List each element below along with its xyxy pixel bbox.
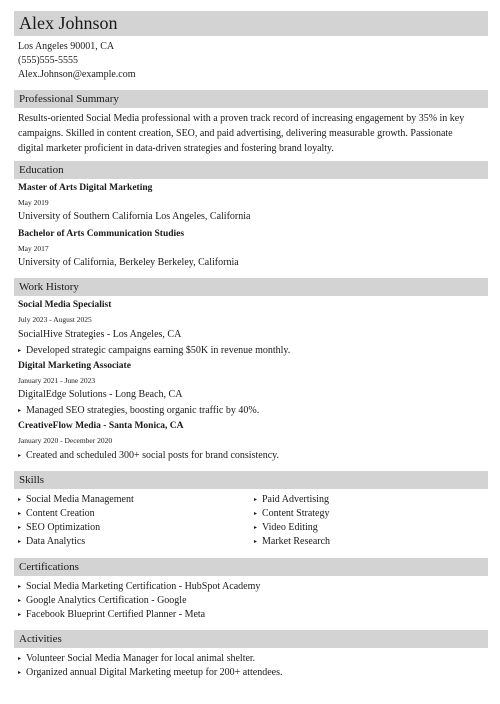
bullet-icon: ▸ xyxy=(18,539,22,545)
bullet-icon: ▸ xyxy=(18,497,22,503)
section-header-certifications: Certifications xyxy=(14,558,488,576)
skill-item: ▸ SEO Optimization xyxy=(18,522,101,533)
contact-location: Los Angeles 90001, CA xyxy=(18,41,115,52)
job-bullet: ▸ Created and scheduled 300+ social posts for brand consistency. xyxy=(18,450,279,461)
job-dates: July 2023 - August 2025 xyxy=(18,315,92,324)
contact-email: Alex.Johnson@example.com xyxy=(18,69,136,80)
summary-text: Results-oriented Social Media professional with a proven track record of increasing engagement by 35% in key campaigns. Skilled in content creation, SEO, and paid advertising, delivering measurable growth. Passionate digital marketer proficient in data-driven strategies and fostering brand loyalty. xyxy=(18,113,465,154)
bullet-icon: ▸ xyxy=(254,511,258,517)
education-school: University of Southern California Los Angeles, California xyxy=(18,211,251,222)
job-bullet: ▸ Developed strategic campaigns earning $50K in revenue monthly. xyxy=(18,345,291,356)
job-title: CreativeFlow Media - Santa Monica, CA xyxy=(18,421,184,431)
education-date: May 2017 xyxy=(18,244,49,253)
bullet-icon: ▸ xyxy=(254,539,258,545)
job-dates: January 2020 - December 2020 xyxy=(18,436,113,445)
skill-item: ▸ Content Creation xyxy=(18,508,95,519)
skill-item: ▸ Market Research xyxy=(254,536,331,547)
education-degree: Bachelor of Arts Communication Studies xyxy=(18,229,185,239)
education-degree: Master of Arts Digital Marketing xyxy=(18,183,153,193)
contact-phone: (555)555-5555 xyxy=(18,55,78,66)
bullet-icon: ▸ xyxy=(18,408,22,414)
bullet-icon: ▸ xyxy=(18,525,22,531)
section-header-summary: Professional Summary xyxy=(14,90,488,108)
job-title: Social Media Specialist xyxy=(18,300,112,310)
section-header-activities: Activities xyxy=(14,630,488,648)
bullet-icon: ▸ xyxy=(18,348,22,354)
bullet-icon: ▸ xyxy=(18,584,22,590)
skill-item: ▸ Content Strategy xyxy=(254,508,330,519)
activity-item: ▸ Organized annual Digital Marketing meetup for 200+ attendees. xyxy=(18,667,283,678)
skill-item: ▸ Video Editing xyxy=(254,522,318,533)
education-school: University of California, Berkeley Berkeley, California xyxy=(18,257,239,268)
certification-item: ▸ Social Media Marketing Certification - HubSpot Academy xyxy=(18,581,261,592)
section-header-education: Education xyxy=(14,161,488,179)
certification-item: ▸ Google Analytics Certification - Google xyxy=(18,595,187,606)
bullet-icon: ▸ xyxy=(254,525,258,531)
job-title: Digital Marketing Associate xyxy=(18,361,131,371)
job-dates: January 2021 - June 2023 xyxy=(18,376,96,385)
section-header-work: Work History xyxy=(14,278,488,296)
job-company: DigitalEdge Solutions - Long Beach, CA xyxy=(18,389,183,400)
skill-item: ▸ Social Media Management xyxy=(18,494,134,505)
section-header-skills: Skills xyxy=(14,471,488,489)
certification-item: ▸ Facebook Blueprint Certified Planner - Meta xyxy=(18,609,206,620)
job-bullet: ▸ Managed SEO strategies, boosting organic traffic by 40%. xyxy=(18,405,260,416)
bullet-icon: ▸ xyxy=(18,670,22,676)
name-heading: Alex Johnson xyxy=(14,11,488,36)
skill-item: ▸ Data Analytics xyxy=(18,536,86,547)
bullet-icon: ▸ xyxy=(18,598,22,604)
bullet-icon: ▸ xyxy=(18,656,22,662)
bullet-icon: ▸ xyxy=(254,497,258,503)
education-date: May 2019 xyxy=(18,198,49,207)
bullet-icon: ▸ xyxy=(18,612,22,618)
bullet-icon: ▸ xyxy=(18,453,22,459)
bullet-icon: ▸ xyxy=(18,511,22,517)
skill-item: ▸ Paid Advertising xyxy=(254,494,329,505)
activity-item: ▸ Volunteer Social Media Manager for local animal shelter. xyxy=(18,653,256,664)
job-company: SocialHive Strategies - Los Angeles, CA xyxy=(18,329,182,340)
